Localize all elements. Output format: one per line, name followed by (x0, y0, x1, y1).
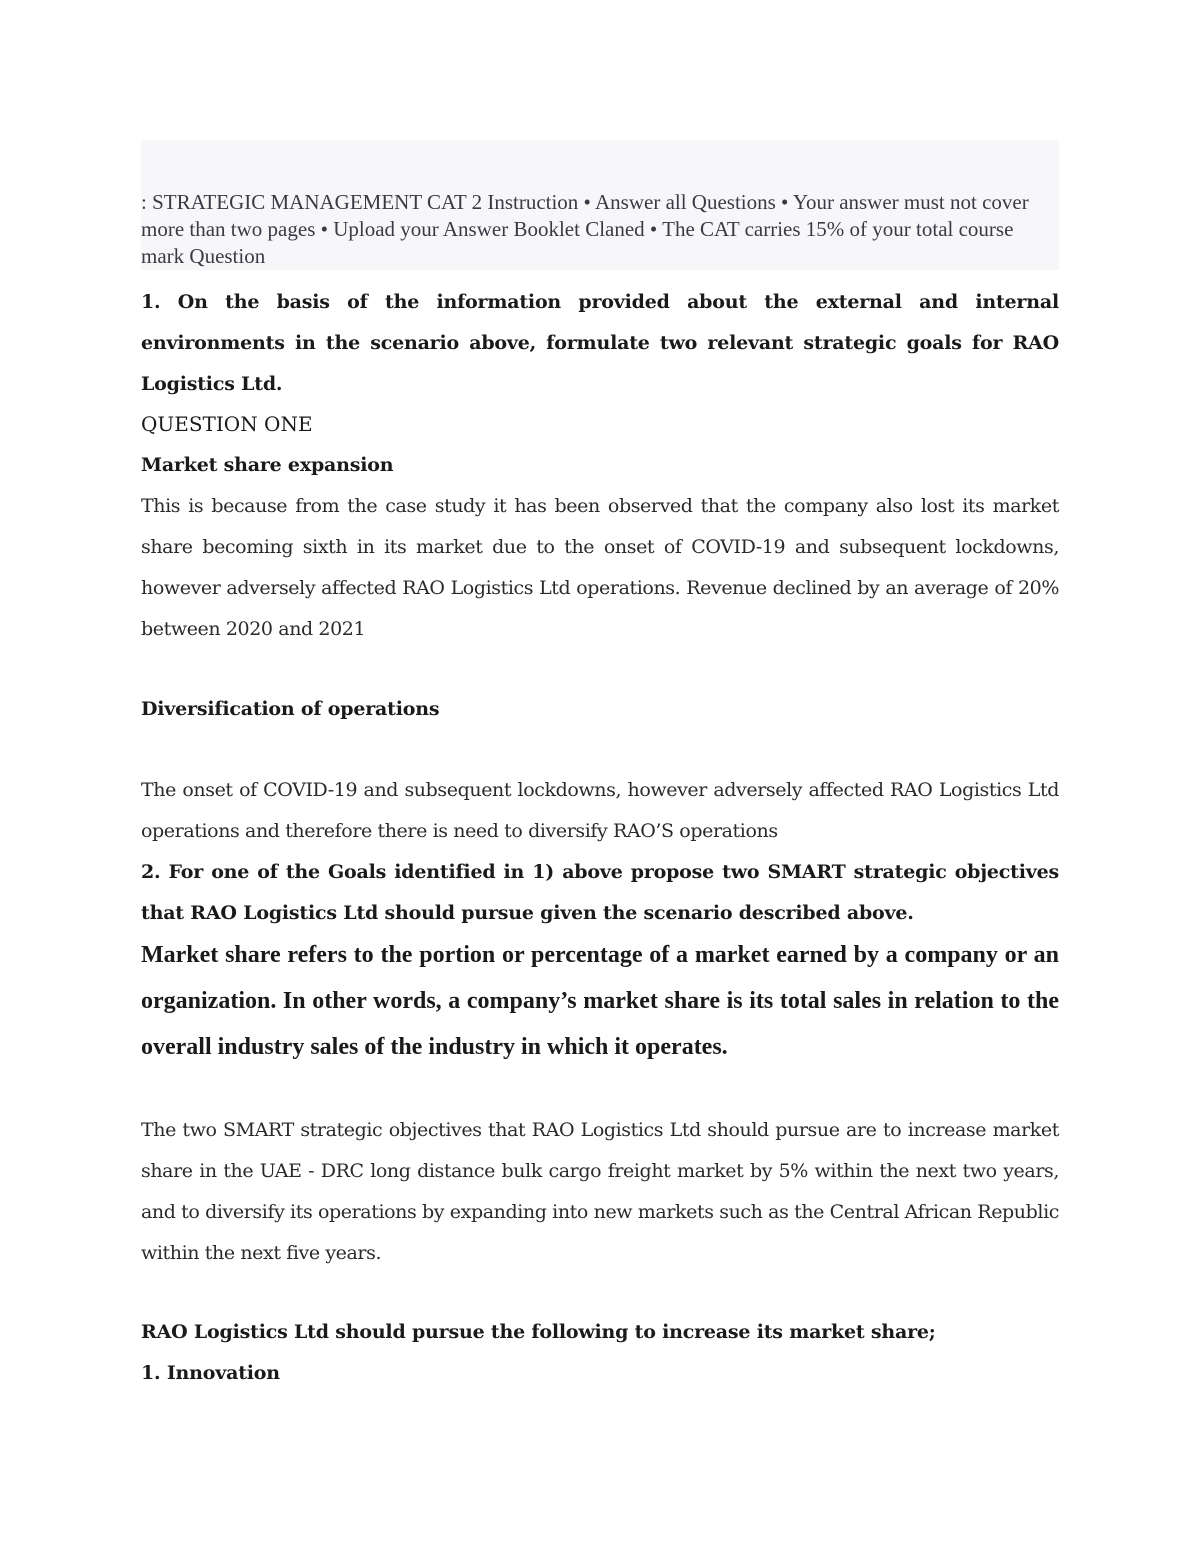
goal-one-text: This is because from the case study it has been observed that the company also lost its market share becoming sixth in its market due to the onset of COVID-19 and subsequent lockdowns, however adversely affected RAO Logistics Ltd operations. Revenue declined by an average of 20% between 2020 and 2021 (141, 495, 1059, 640)
question-two-text: 2. For one of the Goals identified in 1) above propose two SMART strategic objectives that RAO Logistics Ltd should pursue given the scenario described above. (141, 861, 1059, 924)
list-item-innovation: 1. Innovation (141, 1362, 280, 1384)
goal-two-title: Diversification of operations (141, 698, 440, 720)
market-share-definition: Market share refers to the portion or percentage of a market earned by a company or an organization. In other words, a company’s market share is its total sales in relation to the overall industry sales of the industry in which it operates. (141, 942, 1059, 1060)
pursue-heading: RAO Logistics Ltd should pursue the following to increase its market share; (141, 1321, 936, 1343)
goal-two-text: The onset of COVID-19 and subsequent lockdowns, however adversely affected RAO Logistics Ltd operations and therefore there is need to diversify RAO’S operations (141, 779, 1059, 842)
question-one-text: 1. On the basis of the information provided about the external and internal environments in the scenario above, formulate two relevant strategic goals for RAO Logistics Ltd. (141, 291, 1059, 395)
question-one-label: QUESTION ONE (141, 412, 313, 436)
instructions-text: : STRATEGIC MANAGEMENT CAT 2 Instruction • Answer all Questions • Your answer must not cover more than two pages • Upload your Answer Booklet Claned • The CAT carries 15% of your total course mark Question (141, 190, 1029, 268)
goal-one-title: Market share expansion (141, 454, 394, 476)
smart-objectives-text: The two SMART strategic objectives that RAO Logistics Ltd should pursue are to increase market share in the UAE - DRC long distance bulk cargo freight market by 5% within the next two years, and to diversify its operations by expanding into new markets such as the Central African Republic within the next five years. (141, 1119, 1059, 1264)
